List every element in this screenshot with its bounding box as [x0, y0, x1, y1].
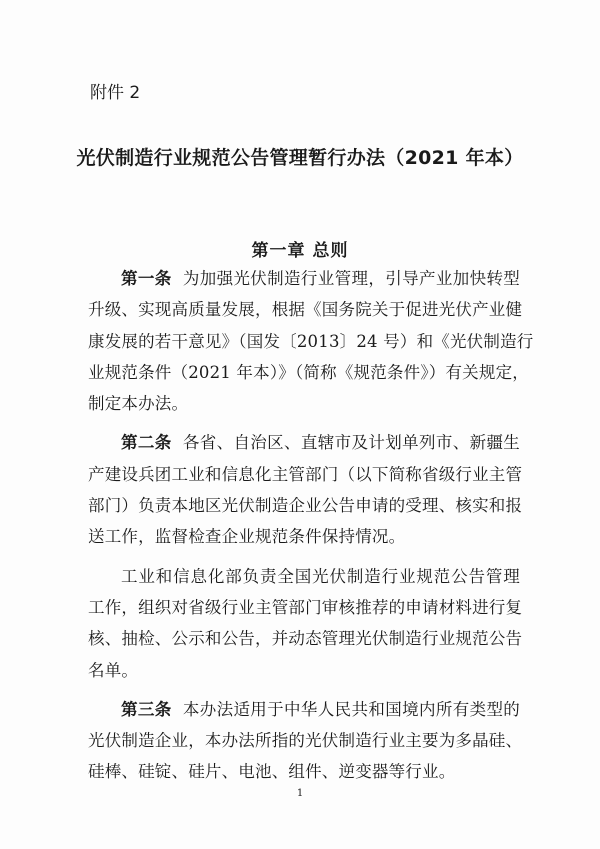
article2-label: 第二条	[121, 433, 172, 453]
miit-line-1: 工业和信息化部负责全国光伏制造行业规范公告管理	[121, 566, 520, 586]
article1-line-5: 制定本办法。	[88, 394, 189, 414]
article2-line-1	[88, 427, 520, 458]
miit-line-2: 工作，组织对省级行业主管部门审核推荐的申请材料进行复	[88, 597, 523, 617]
article1-text-1: 为加强光伏制造行业管理，引导产业加快转型	[182, 269, 521, 288]
article2-text-1: 各省、自治区、直辖市及计划单列市、新疆生	[182, 433, 521, 453]
miit-line-4: 名单。	[88, 660, 139, 680]
miit-line-3: 核、抽检、公示和公告，并动态管理光伏制造行业规范公告	[88, 629, 523, 649]
article1-line-2: 升级、实现高质量发展，根据《国务院关于促进光伏产业健	[88, 300, 523, 320]
article3-line-2: 光伏制造企业，本办法所指的光伏制造行业主要为多晶硅、	[88, 731, 523, 751]
body-text	[88, 263, 534, 788]
article2-line-3: 部门）负责本地区光伏制造企业公告申请的受理、核实和报	[88, 496, 523, 516]
page-number: 1	[296, 788, 304, 799]
article1-line-1	[88, 263, 520, 294]
chapter-heading: 第一章 总则	[251, 241, 349, 261]
document-title: 光伏制造行业规范公告管理暂行办法（2021 年本）	[76, 147, 524, 169]
article1-line-4: 业规范条件（2021 年本）》（简称《规范条件》）有关规定，	[88, 362, 529, 382]
article2-line-4: 送工作，监督检查企业规范条件保持情况。	[88, 527, 406, 547]
article3-label: 第三条	[121, 699, 172, 719]
article3-text-1: 本办法适用于中华人民共和国境内所有类型的	[182, 699, 521, 719]
article3-line-3: 硅棒、硅锭、硅片、电池、组件、逆变器等行业。	[88, 762, 456, 782]
article1-label: 第一条	[121, 269, 172, 288]
article1-line-3: 康发展的若干意见》（国发〔2013〕24 号）和《光伏制造行	[88, 331, 534, 351]
attachment-label: 附件 2	[90, 83, 141, 103]
article2-line-2: 产建设兵团工业和信息化主管部门（以下简称省级行业主管	[88, 464, 523, 484]
article3-line-1	[88, 694, 520, 725]
